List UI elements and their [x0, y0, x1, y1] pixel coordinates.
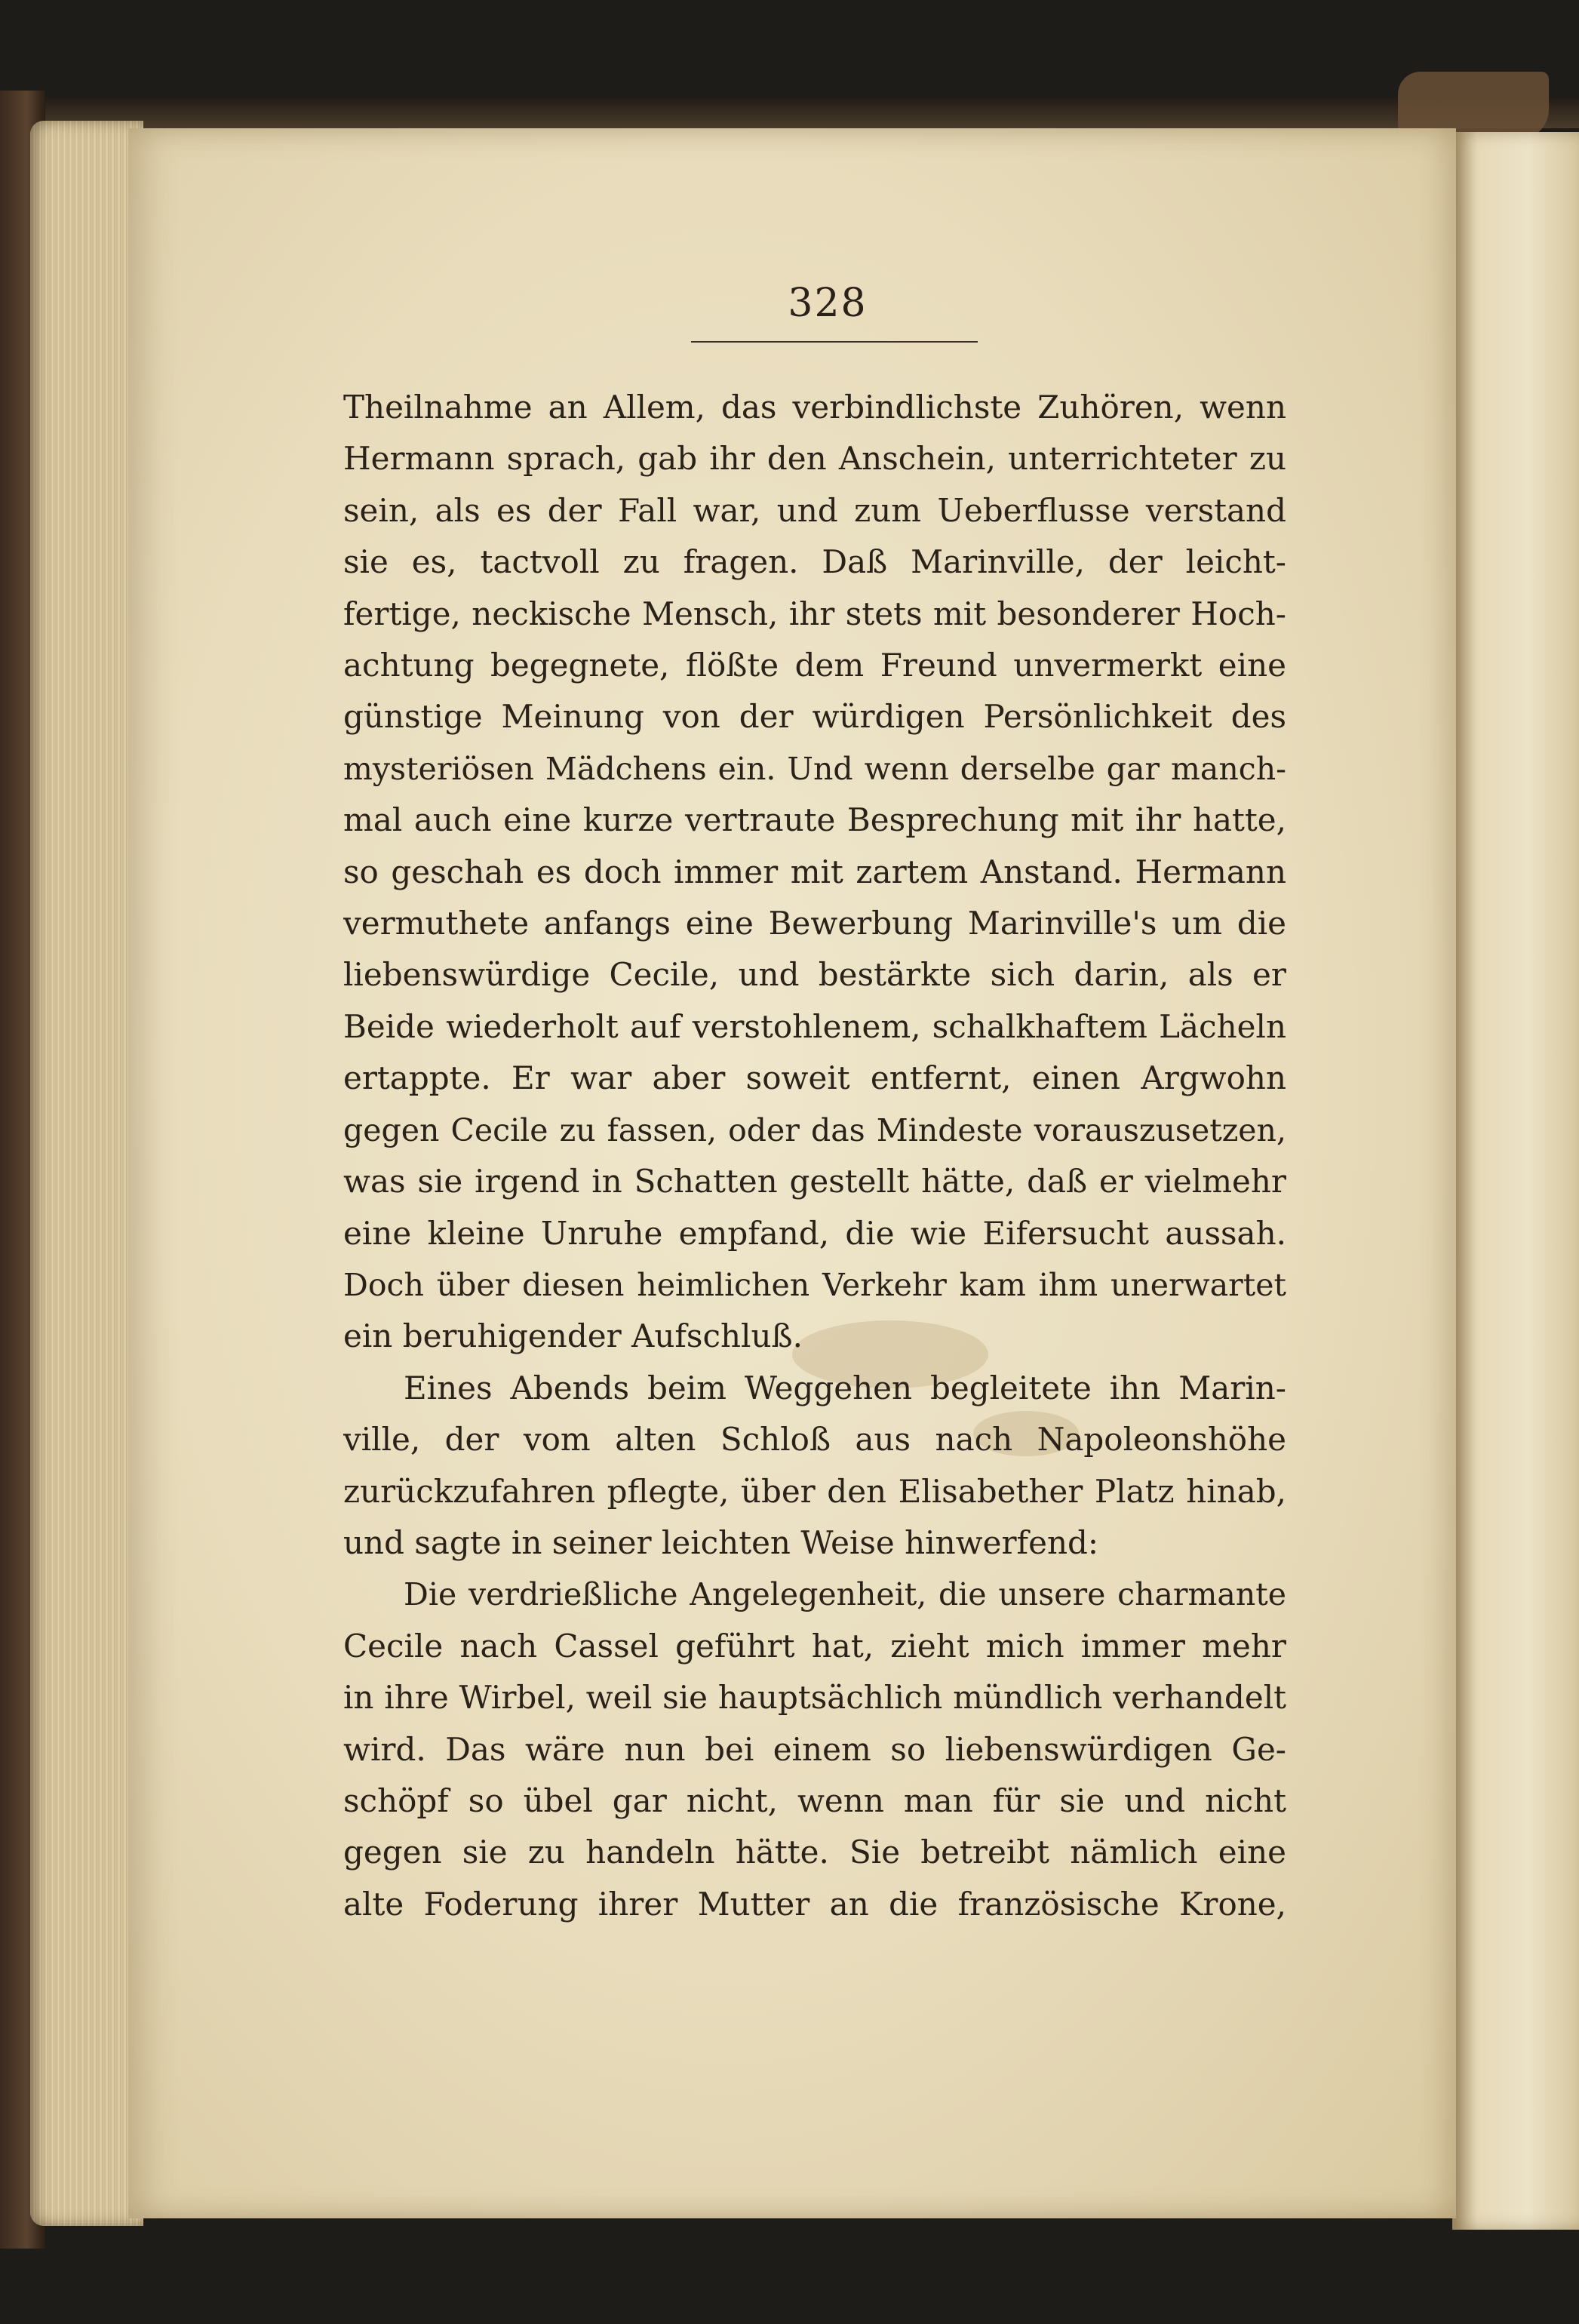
page-number: 328 [788, 281, 868, 326]
stacked-page-edges [30, 121, 143, 2226]
text-line: fertige, neckische Mensch, ihr stets mit besonderer Hoch- [343, 595, 1286, 632]
text-line: Cecile nach Cassel geführt hat, zieht mich immer mehr [343, 1627, 1286, 1665]
text-line: alte Foderung ihrer Mutter an die französische Krone, [343, 1885, 1286, 1923]
text-line: Die verdrießliche Angelegenheit, die unsere charmante [404, 1576, 1286, 1613]
text-line: gegen sie zu handeln hätte. Sie betreibt nämlich eine [343, 1834, 1286, 1871]
text-line: günstige Meinung von der würdigen Persönlichkeit des [343, 698, 1286, 736]
text-line: Beide wiederholt auf verstohlenem, schalkhaftem Lächeln [343, 1007, 1286, 1045]
text-line: mysteriösen Mädchens ein. Und wenn derselbe gar manch- [343, 750, 1286, 787]
text-line: ertappte. Er war aber soweit entfernt, einen Argwohn [343, 1059, 1286, 1097]
text-line: achtung begegnete, flößte dem Freund unvermerkt eine [343, 647, 1286, 684]
text-line: liebenswürdige Cecile, und bestärkte sich darin, als er [343, 956, 1286, 994]
text-line: eine kleine Unruhe empfand, die wie Eifersucht aussah. [343, 1214, 1286, 1252]
facing-page-edge [1452, 132, 1579, 2230]
text-line: in ihre Wirbel, weil sie hauptsächlich mündlich verhandelt [343, 1679, 1286, 1717]
text-line: ville, der vom alten Schloß aus nach Napoleonshöhe [343, 1421, 1286, 1459]
paragraph-3 [343, 1569, 1286, 1930]
text-line: sein, als es der Fall war, und zum Ueberflusse verstand [343, 491, 1286, 529]
text-line: sie es, tactvoll zu fragen. Daß Marinville, der leicht- [343, 543, 1286, 581]
text-line: gegen Cecile zu fassen, oder das Mindeste vorauszusetzen, [343, 1111, 1286, 1148]
text-line: so geschah es doch immer mit zartem Anstand. Hermann [343, 853, 1286, 890]
book-binding-top [23, 98, 1579, 128]
header-rule [691, 341, 978, 343]
text-line: Theilnahme an Allem, das verbindlichste Zuhören, wenn [343, 389, 1286, 426]
text-line: zurückzufahren pflegte, über den Elisabether Platz hinab, [343, 1472, 1286, 1510]
text-line: was sie irgend in Schatten gestellt hätte, daß er vielmehr [343, 1163, 1286, 1200]
body-text [343, 382, 1286, 1930]
text-line: wird. Das wäre nun bei einem so liebenswürdigen Ge- [343, 1730, 1286, 1768]
paragraph-1 [343, 382, 1286, 1363]
paragraph-2 [343, 1363, 1286, 1569]
text-line: schöpf so übel gar nicht, wenn man für sie und nicht [343, 1781, 1286, 1819]
text-line: und sagte in seiner leichten Weise hinwerfend: [343, 1523, 1099, 1561]
text-line: Hermann sprach, gab ihr den Anschein, unterrichteter zu [343, 440, 1286, 478]
text-line: mal auch eine kurze vertraute Besprechung mit ihr hatte, [343, 801, 1286, 839]
text-line: ein beruhigender Aufschluß. [343, 1317, 803, 1355]
text-line: Doch über diesen heimlichen Verkehr kam ihm unerwartet [343, 1266, 1286, 1303]
text-line: vermuthete anfangs eine Bewerbung Marinville's um die [343, 905, 1286, 942]
text-line: Eines Abends beim Weggehen begleitete ihn Marin- [404, 1369, 1286, 1406]
